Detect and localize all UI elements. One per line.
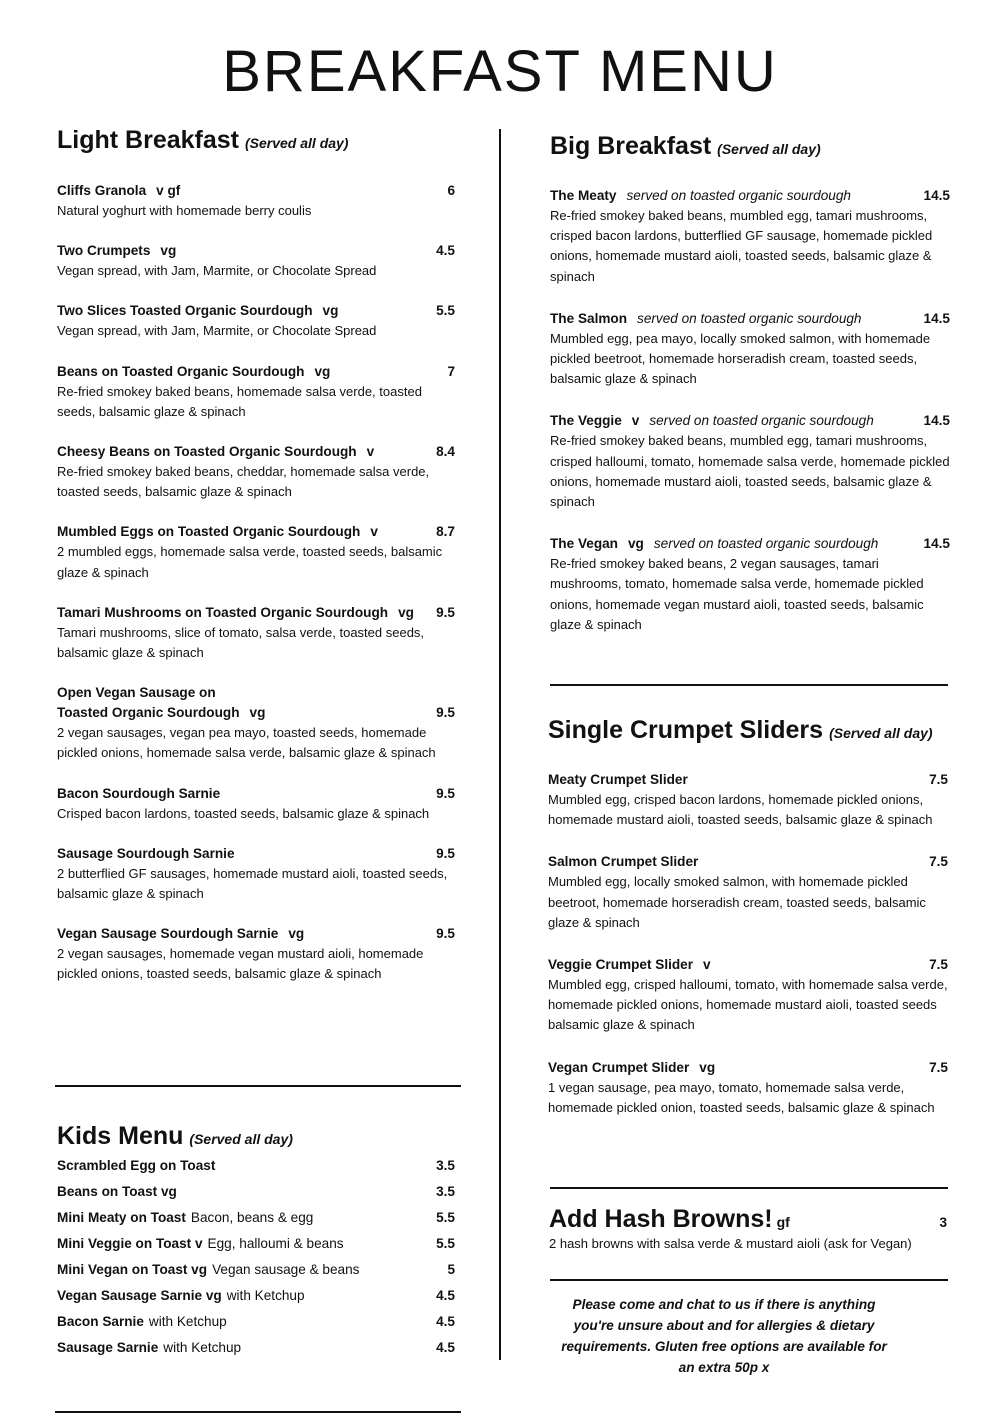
- item-header: [548, 955, 948, 975]
- dietary-tag: vg: [249, 705, 266, 721]
- kids-item-price: 4.5: [436, 1340, 455, 1355]
- item-header: [548, 852, 948, 872]
- menu-item: [57, 442, 455, 502]
- item-description: 2 vegan sausages, vegan pea mayo, toasted seeds, homemade pickled onions, homemade salsa verde, balsamic glaze & spinach: [57, 725, 436, 761]
- item-name: Meaty Crumpet Slider: [548, 772, 688, 787]
- item-price: 9.5: [436, 845, 455, 861]
- dietary-tag: vg: [160, 243, 177, 259]
- kids-item: [57, 1283, 455, 1309]
- item-header: [57, 442, 455, 462]
- column-divider: [499, 129, 501, 1360]
- kids-item-label: [57, 1283, 305, 1309]
- item-description: 2 vegan sausages, homemade vegan mustard aioli, homemade pickled onions, toasted seeds, balsamic glaze & spinach: [57, 946, 424, 982]
- light-breakfast-heading: Light Breakfast (Served all day): [57, 126, 349, 154]
- menu-item: [550, 411, 950, 512]
- item-name-wrap: [57, 241, 176, 261]
- dietary-tag: vg: [322, 303, 339, 319]
- item-price: 7: [447, 363, 455, 379]
- item-price: 14.5: [923, 188, 950, 203]
- item-price: 8.4: [436, 444, 455, 460]
- hash-browns-price: 3: [939, 1215, 947, 1230]
- item-description: 2 butterflied GF sausages, homemade mustard aioli, toasted seeds, balsamic glaze & spinach: [57, 865, 448, 902]
- serving-note: served on toasted organic sourdough: [653, 536, 879, 552]
- kids-item-label: [57, 1257, 359, 1283]
- dietary-tag: vg: [699, 1059, 716, 1075]
- item-price: 14.5: [923, 413, 950, 429]
- item-header: [57, 924, 455, 944]
- hash-browns-heading: Add Hash Browns! gf 3: [549, 1205, 947, 1233]
- item-price: 7.5: [929, 1059, 948, 1075]
- kids-item: [57, 1257, 455, 1283]
- kids-item-label: [57, 1335, 241, 1361]
- item-name: The Veggie: [550, 413, 622, 429]
- menu-item: [548, 852, 948, 933]
- kids-item-price: 4.5: [436, 1314, 455, 1329]
- menu-item: [548, 955, 948, 1036]
- kids-item-price: 4.5: [436, 1288, 455, 1303]
- item-name-wrap: [548, 770, 688, 790]
- menu-item: [57, 301, 455, 341]
- dietary-tag: v gf: [156, 183, 181, 198]
- item-header: [57, 362, 455, 382]
- menu-item: [57, 522, 455, 582]
- item-price: 9.5: [436, 926, 455, 942]
- menu-item: [57, 683, 455, 763]
- item-name: The Salmon: [550, 310, 628, 326]
- right-divider-line-3: [550, 1279, 948, 1281]
- item-price: 5.5: [436, 303, 455, 319]
- item-name: Cheesy Beans on Toasted Organic Sourdough: [57, 444, 357, 460]
- menu-item: [57, 362, 455, 422]
- item-name-wrap: [57, 301, 338, 321]
- item-description: Tamari mushrooms, slice of tomato, salsa verde, toasted seeds, balsamic glaze & spinach: [57, 624, 425, 661]
- serving-note: served on toasted organic sourdough: [637, 310, 862, 326]
- item-name: The Meaty: [550, 188, 617, 203]
- item-name-wrap: [57, 784, 220, 804]
- item-name-wrap: [550, 534, 878, 554]
- menu-item: [57, 603, 455, 663]
- kids-item-name: Scrambled Egg on Toast: [57, 1158, 216, 1173]
- item-description: Re-fried smokey baked beans, homemade salsa verde, toasted seeds, balsamic glaze & spinach: [57, 383, 422, 419]
- item-header: [57, 844, 455, 864]
- menu-item: [550, 534, 950, 635]
- item-name: Mumbled Eggs on Toasted Organic Sourdough: [57, 524, 361, 540]
- kids-item-price: 5.5: [436, 1236, 455, 1251]
- item-description: Crisped bacon lardons, toasted seeds, balsamic glaze & spinach: [57, 805, 430, 821]
- kids-item: [57, 1153, 455, 1179]
- item-name-wrap: [57, 924, 304, 944]
- bottom-divider-line: [55, 1411, 461, 1413]
- item-name-wrap: [550, 309, 862, 329]
- item-name-wrap: [548, 852, 698, 872]
- serving-note: served on toasted organic sourdough: [626, 188, 851, 203]
- item-description: Natural yoghurt with homemade berry coulis: [57, 203, 312, 218]
- kids-item-label: [57, 1231, 344, 1257]
- item-name-wrap: [550, 186, 851, 206]
- page-title: BREAKFAST MENU: [222, 39, 778, 104]
- dietary-tag: vg: [398, 604, 414, 620]
- menu-item: [57, 844, 455, 904]
- allergy-note: Please come and chat to us if there is anything you're unsure about and for allergies & dietary requirements. Gluten free options are available for an extra 50p x: [561, 1297, 887, 1375]
- item-name-wrap: [57, 181, 180, 201]
- kids-item-name: Vegan Sausage Sarnie vg: [57, 1288, 222, 1303]
- item-description: Vegan spread, with Jam, Marmite, or Chocolate Spread: [57, 263, 377, 279]
- item-name: Toasted Organic Sourdough: [57, 705, 240, 721]
- dietary-tag: vg: [314, 363, 331, 379]
- kids-item-label: [57, 1309, 227, 1335]
- item-header: [57, 703, 455, 723]
- item-name-wrap: [57, 603, 414, 623]
- item-header: [548, 770, 948, 790]
- item-price: 9.5: [436, 705, 455, 721]
- kids-item-name: Mini Vegan on Toast vg: [57, 1262, 208, 1277]
- item-price: 6: [447, 183, 455, 198]
- kids-item-name: Sausage Sarnie: [57, 1340, 159, 1355]
- item-price: 9.5: [436, 604, 455, 620]
- kids-item-price: 3.5: [436, 1158, 455, 1173]
- item-description: Vegan spread, with Jam, Marmite, or Chocolate Spread: [57, 323, 377, 339]
- right-divider-line-2: [550, 1187, 948, 1189]
- kids-menu-heading: Kids Menu (Served all day): [57, 1122, 293, 1150]
- kids-item-extra: Bacon, beans & egg: [190, 1210, 314, 1225]
- right-column: [550, 132, 950, 635]
- item-header: [57, 301, 455, 321]
- item-description: Re-fried smokey baked beans, 2 vegan sausages, tamari mushrooms, tomato, homemade salsa verde, homemade pickled onions, homemade vegan mustard aioli, toasted seeds, balsamic glaze & spinach: [550, 556, 924, 632]
- item-name: Two Crumpets: [57, 243, 151, 259]
- left-divider-line: [55, 1085, 461, 1087]
- menu-item: [57, 241, 455, 281]
- kids-item-name: Mini Meaty on Toast: [57, 1210, 186, 1225]
- hash-browns-description: 2 hash browns with salsa verde & mustard aioli (ask for Vegan): [549, 1236, 912, 1251]
- item-name: Vegan Crumpet Slider: [548, 1059, 690, 1075]
- big-breakfast-list: [550, 186, 950, 635]
- kids-menu-list: [57, 1153, 455, 1361]
- item-name: Veggie Crumpet Slider: [548, 957, 694, 973]
- menu-item: [548, 770, 948, 830]
- item-description: Mumbled egg, crisped halloumi, tomato, with homemade salsa verde, homemade pickled onions, homemade mustard aioli, toasted seeds balsamic glaze & spinach: [548, 977, 948, 1033]
- crumpet-sliders-heading: Single Crumpet Sliders (Served all day): [548, 716, 933, 744]
- right-divider-line-1: [550, 684, 948, 686]
- kids-item-price: 5: [447, 1262, 455, 1277]
- item-name-wrap: [57, 522, 378, 542]
- item-header: [550, 186, 950, 206]
- item-price: 14.5: [923, 536, 950, 552]
- item-name: Cliffs Granola: [57, 183, 147, 198]
- item-description: Re-fried smokey baked beans, mumbled egg, tamari mushrooms, crisped halloumi, tomato, homemade salsa verde, homemade pickled onions, homemade mustard aioli, toasted seeds, balsamic glaze & spinach: [550, 433, 950, 510]
- item-name-wrap: [57, 844, 235, 864]
- item-name-wrap: [57, 442, 374, 462]
- kids-item: [57, 1231, 455, 1257]
- item-header: [57, 181, 455, 201]
- item-price: 14.5: [923, 310, 950, 326]
- kids-item: [57, 1205, 455, 1231]
- kids-item-name: Beans on Toast vg: [57, 1184, 177, 1199]
- item-name: Beans on Toasted Organic Sourdough: [57, 363, 305, 379]
- dietary-tag: vg: [628, 536, 644, 552]
- item-name-line: Open Vegan Sausage on: [57, 685, 216, 701]
- item-name: Salmon Crumpet Slider: [548, 854, 699, 870]
- dietary-tag: v: [366, 444, 375, 460]
- dietary-tag: v: [703, 957, 711, 973]
- item-header: [57, 241, 455, 261]
- item-description: 2 mumbled eggs, homemade salsa verde, toasted seeds, balsamic glaze & spinach: [57, 544, 443, 580]
- item-description: Mumbled egg, pea mayo, locally smoked salmon, with homemade pickled beetroot, homemade horseradish cream, toasted seeds, balsamic glaze & spinach: [550, 330, 931, 387]
- item-price: 7.5: [929, 772, 948, 787]
- kids-item-label: [57, 1153, 215, 1179]
- sliders-section: [548, 716, 948, 1118]
- menu-item: [550, 186, 950, 287]
- item-price: 9.5: [436, 785, 455, 801]
- hash-browns-section: [549, 1205, 947, 1254]
- light-breakfast-list: [57, 181, 455, 985]
- item-price: 7.5: [929, 854, 948, 870]
- kids-item-price: 5.5: [436, 1210, 455, 1225]
- left-column: [57, 126, 455, 985]
- item-header: [57, 522, 455, 542]
- menu-item: [550, 309, 950, 390]
- item-header: [548, 1058, 948, 1078]
- kids-item: [57, 1179, 455, 1205]
- kids-item-price: 3.5: [436, 1184, 455, 1199]
- kids-item-extra: Egg, halloumi & beans: [207, 1236, 344, 1251]
- kids-item-name: Bacon Sarnie: [57, 1314, 144, 1329]
- big-breakfast-heading: Big Breakfast (Served all day): [550, 132, 821, 160]
- item-description: 1 vegan sausage, pea mayo, tomato, homemade salsa verde, homemade pickled onion, toasted seeds, balsamic glaze & spinach: [548, 1079, 935, 1115]
- item-price: 8.7: [436, 524, 455, 540]
- item-header: [550, 309, 950, 329]
- kids-section: [57, 1122, 455, 1361]
- item-name: Bacon Sourdough Sarnie: [57, 785, 221, 801]
- item-header: [550, 411, 950, 431]
- item-header: [57, 603, 455, 623]
- item-name-wrap: [548, 955, 711, 975]
- item-name: Two Slices Toasted Organic Sourdough: [57, 303, 313, 319]
- item-name-wrap: [57, 703, 265, 723]
- kids-item-extra: Vegan sausage & beans: [212, 1262, 360, 1277]
- item-header: [57, 784, 455, 804]
- item-name: The Vegan: [550, 536, 618, 552]
- item-description: Mumbled egg, locally smoked salmon, with homemade pickled beetroot, homemade horseradish cream, toasted seeds, balsamic glaze & spinach: [548, 874, 926, 930]
- crumpet-sliders-list: [548, 770, 948, 1118]
- menu-item: [57, 181, 455, 221]
- kids-item: [57, 1309, 455, 1335]
- kids-item-label: [57, 1179, 177, 1205]
- item-name: Sausage Sourdough Sarnie: [57, 845, 235, 861]
- item-name-wrap: [550, 411, 874, 431]
- item-price: 4.5: [436, 243, 455, 259]
- item-name-wrap: [548, 1058, 715, 1078]
- dietary-tag: vg: [288, 926, 305, 942]
- item-name: Vegan Sausage Sourdough Sarnie: [57, 926, 279, 942]
- kids-item-extra: with Ketchup: [163, 1340, 242, 1355]
- menu-item: [57, 784, 455, 824]
- kids-item-extra: with Ketchup: [226, 1288, 305, 1303]
- kids-item-extra: with Ketchup: [148, 1314, 227, 1329]
- item-description: Mumbled egg, crisped bacon lardons, homemade pickled onions, homemade mustard aioli, toasted seeds, balsamic glaze & spinach: [548, 792, 933, 828]
- menu-item: [548, 1058, 948, 1118]
- item-name-wrap: [57, 362, 330, 382]
- item-description: Re-fried smokey baked beans, cheddar, homemade salsa verde, toasted seeds, balsamic glaze & spinach: [57, 464, 430, 500]
- kids-item: [57, 1335, 455, 1361]
- serving-note: served on toasted organic sourdough: [649, 413, 874, 429]
- kids-item-label: [57, 1205, 313, 1231]
- item-name: Tamari Mushrooms on Toasted Organic Sourdough: [57, 604, 389, 620]
- dietary-tag: v: [631, 413, 640, 429]
- dietary-tag: v: [370, 524, 378, 540]
- menu-item: [57, 924, 455, 984]
- item-price: 7.5: [929, 957, 948, 973]
- kids-item-name: Mini Veggie on Toast v: [57, 1236, 203, 1251]
- item-header: [550, 534, 950, 554]
- item-description: Re-fried smokey baked beans, mumbled egg, tamari mushrooms, crisped bacon lardons, butterflied GF sausage, homemade pickled onions, homemade mustard aioli, toasted seeds, balsamic glaze & spinach: [550, 208, 933, 284]
